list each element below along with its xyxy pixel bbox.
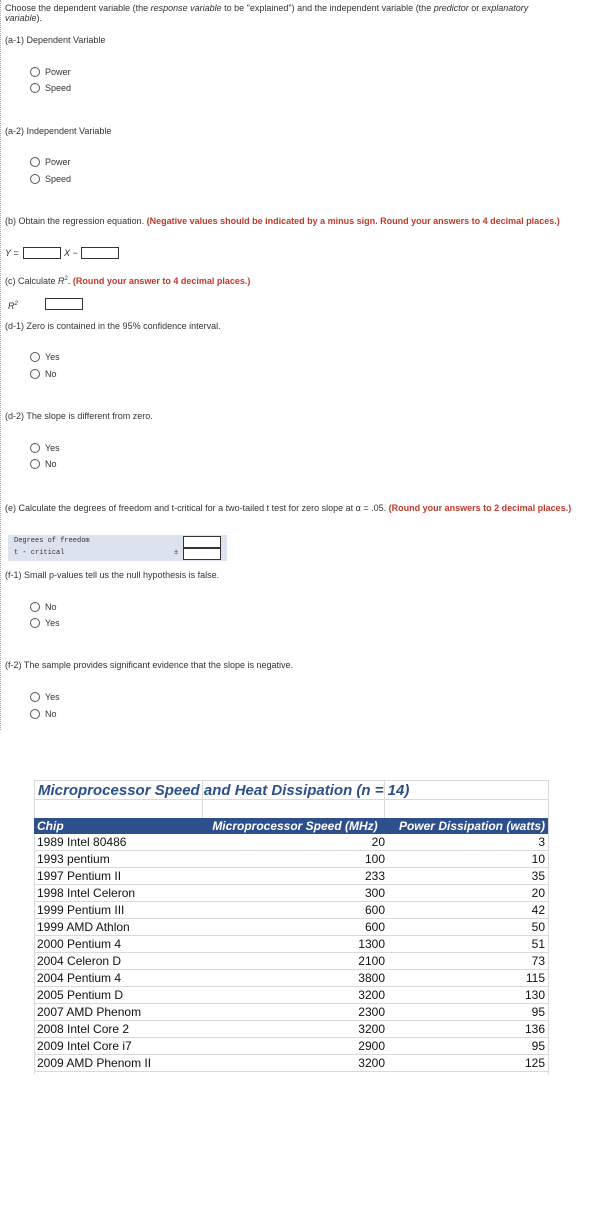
table-row [34,970,548,987]
d1-option-yes[interactable]: Yes [30,350,60,364]
speed-cell: 100 [202,851,388,868]
intro-text: Choose the dependent variable (the response variable to be "explained") and the independent variable (the predictor or explanatory variable). [5,3,529,23]
d2-option-yes[interactable]: Yes [30,441,60,455]
a1-option-power[interactable]: Power [30,65,71,79]
speed-cell: 3200 [202,1055,388,1072]
chip-cell: 2008 Intel Core 2 [34,1021,202,1038]
f1-label: (f-1) Small p-values tell us the null hypothesis is false. [5,570,220,580]
chip-cell: 1993 pentium [34,851,202,868]
f2-option-no[interactable]: No [30,707,57,721]
chip-cell: 2004 Pentium 4 [34,970,202,987]
radio-button[interactable] [30,157,40,167]
power-cell: 51 [388,936,548,953]
speed-cell: 20 [202,834,388,851]
r2-field-label: $R^2$ [8,301,18,311]
f2-option-yes[interactable]: Yes [30,690,60,704]
radio-button[interactable] [30,83,40,93]
d1-option-no[interactable]: No [30,367,57,381]
power-cell: 125 [388,1055,548,1072]
table-row [34,1038,548,1055]
data-table-body [34,818,548,1072]
a2-option-speed[interactable]: Speed [30,172,71,186]
radio-button[interactable] [30,174,40,184]
c-label: (c) Calculate $R^2$. (Round your answer to 4 decimal places.) [5,276,251,286]
b-y-equals: Y = [5,248,19,258]
chip-cell: 1999 AMD Athlon [34,919,202,936]
radio-button[interactable] [30,443,40,453]
power-cell: 3 [388,834,548,851]
a2-label: (a-2) Independent Variable [5,126,112,136]
e-label: (e) Calculate the degrees of freedom and t-critical for a two-tailed t test for zero slope at α = .05. (Round your answers to 2 decimal places.) [5,503,572,513]
f1-option-no[interactable]: No [30,600,57,614]
table-row [34,868,548,885]
df-label: Degrees of freedom [14,537,90,545]
power-cell: 42 [388,902,548,919]
a2-option-power[interactable]: Power [30,155,71,169]
table-row [34,1021,548,1038]
speed-cell: 2900 [202,1038,388,1055]
table-row [34,936,548,953]
speed-cell: 3200 [202,987,388,1004]
b-x-minus: X − [64,248,78,258]
grid-line [34,799,548,800]
df-input[interactable] [183,536,221,548]
power-cell: 95 [388,1038,548,1055]
d2-label: (d-2) The slope is different from zero. [5,411,153,421]
d2-option-no[interactable]: No [30,457,57,471]
chip-cell: 2009 AMD Phenom II [34,1055,202,1072]
radio-button[interactable] [30,602,40,612]
grid-line [34,780,548,781]
tcrit-input[interactable] [183,548,221,560]
chip-cell: 2005 Pentium D [34,987,202,1004]
table-row [34,1055,548,1072]
microprocessor-data-table [34,780,548,1075]
intercept-input[interactable] [23,247,61,259]
speed-cell: 2300 [202,1004,388,1021]
b-label: (b) Obtain the regression equation. (Negative values should be indicated by a minus sign. Round your answers to 4 decimal places.) [5,216,560,226]
table-title: Microprocessor Speed and Heat Dissipation (n = 14) [38,782,410,799]
f2-label: (f-2) The sample provides significant evidence that the slope is negative. [5,660,293,670]
radio-button[interactable] [30,352,40,362]
chip-cell: 2000 Pentium 4 [34,936,202,953]
slope-input[interactable] [81,247,119,259]
power-cell: 136 [388,1021,548,1038]
d1-label: (d-1) Zero is contained in the 95% confidence interval. [5,321,221,331]
power-cell: 95 [388,1004,548,1021]
speed-cell: 2100 [202,953,388,970]
chip-cell: 1997 Pentium II [34,868,202,885]
chip-cell: 2009 Intel Core i7 [34,1038,202,1055]
table-row [34,953,548,970]
table-row [34,834,548,851]
table-row [34,885,548,902]
grid-line [548,780,549,1074]
col-header-power: Power Dissipation (watts) [388,818,548,834]
speed-cell: 600 [202,902,388,919]
chip-cell: 1999 Pentium III [34,902,202,919]
power-cell: 130 [388,987,548,1004]
power-cell: 50 [388,919,548,936]
speed-cell: 600 [202,919,388,936]
chip-cell: 2007 AMD Phenom [34,1004,202,1021]
radio-button[interactable] [30,709,40,719]
f1-option-yes[interactable]: Yes [30,616,60,630]
plus-minus-sign: ± [174,549,179,557]
speed-cell: 300 [202,885,388,902]
chip-cell: 1989 Intel 80486 [34,834,202,851]
radio-button[interactable] [30,692,40,702]
a1-option-speed[interactable]: Speed [30,81,71,95]
power-cell: 20 [388,885,548,902]
table-row [34,987,548,1004]
chip-cell: 1998 Intel Celeron [34,885,202,902]
table-row [34,919,548,936]
radio-button[interactable] [30,67,40,77]
speed-cell: 1300 [202,936,388,953]
radio-button[interactable] [30,459,40,469]
speed-cell: 3800 [202,970,388,987]
col-header-chip: Chip [34,818,202,834]
chip-cell: 2004 Celeron D [34,953,202,970]
df-tcritical-table [8,535,227,561]
table-row [34,1004,548,1021]
power-cell: 35 [388,868,548,885]
table-row [34,851,548,868]
table-row [34,902,548,919]
col-header-speed: Microprocessor Speed (MHz) [202,818,388,834]
r-squared-input[interactable] [45,298,83,310]
speed-cell: 233 [202,868,388,885]
tcrit-label: t - critical [14,549,65,557]
a1-label: (a-1) Dependent Variable [5,35,106,45]
radio-button[interactable] [30,618,40,628]
radio-button[interactable] [30,369,40,379]
speed-cell: 3200 [202,1021,388,1038]
power-cell: 10 [388,851,548,868]
power-cell: 73 [388,953,548,970]
power-cell: 115 [388,970,548,987]
